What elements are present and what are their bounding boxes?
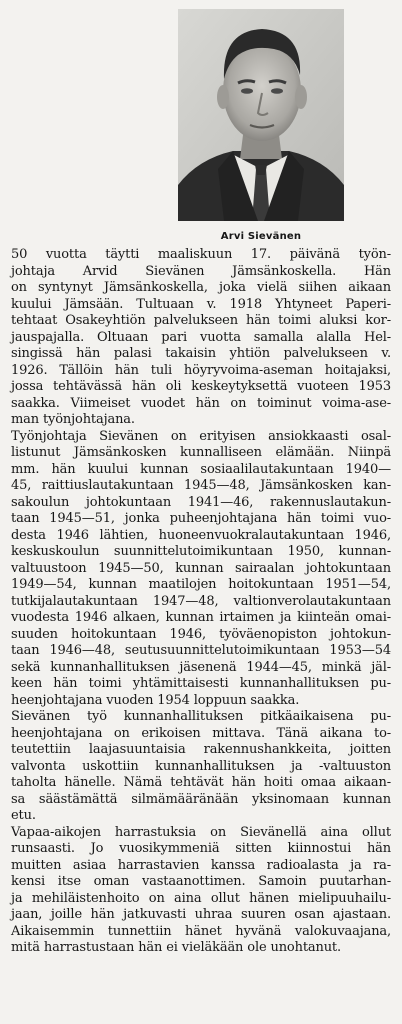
- text-line: singissä hän palasi takaisin yhtiön palvelukseen v.: [11, 346, 391, 361]
- text-line: johtaja Arvid Sievänen Jämsänkoskella. Hän: [11, 263, 391, 279]
- text-line: on syntynyt Jämsänkoskella, joka vielä siihen aikaan: [11, 280, 391, 295]
- text-line: vuodesta 1946 alkaen, kunnan irtaimen ja kiinteän omai-: [11, 610, 391, 625]
- text-line: heenjohtajana vuoden 1954 loppuun saakka.: [11, 692, 300, 708]
- photo-caption: Arvi Sievänen: [220, 231, 302, 242]
- text-line: etu.: [11, 808, 36, 823]
- text-line: tutkijalautakuntaan 1947—48, valtionverolautakuntaan: [11, 593, 391, 609]
- text-line: taan 1946—48, seutusuunnittelutoimikuntaan 1953—54: [11, 643, 391, 658]
- text-line: sa säästämättä silmämääränään yksinomaan kunnan: [11, 791, 391, 807]
- text-line: desta 1946 lähtien, huoneenvuokralautakuntaan 1946,: [11, 527, 391, 543]
- text-line: jaan, joille hän jatkuvasti uhraa suuren osan ajastaan.: [11, 907, 391, 922]
- text-line: runsaasti. Jo vuosikymmeniä sitten kiinnostui hän: [11, 841, 391, 856]
- paragraph-4: [11, 825, 391, 957]
- text-line: kensi itse oman vastaanottimen. Samoin puutarhan-: [11, 874, 391, 889]
- text-line: Aikaisemmin tunnettiin hänet hyvänä valokuvaajana,: [11, 923, 391, 939]
- text-line: Työnjohtaja Sievänen on erityisen ansiokkaasti osal-: [11, 428, 391, 444]
- text-line: sakoulun johtokuntaan 1941—46, rakennuslautakun-: [11, 494, 391, 510]
- text-line: taholta hänelle. Nämä tehtävät hän hoiti omaa aikaan-: [11, 775, 391, 790]
- text-line: listunut Jämsänkosken kunnalliseen elämään. Niinpä: [11, 445, 391, 460]
- portrait-photo: [178, 9, 344, 221]
- text-line: jauspajalla. Oltuaan pari vuotta samalla alalla Hel-: [11, 329, 391, 345]
- text-line: 45, raittiuslautakuntaan 1945—48, Jämsänkosken kan-: [11, 478, 391, 493]
- text-line: mm. hän kuului kunnan sosiaalilautakuntaan 1940—: [11, 461, 391, 477]
- text-line: sekä kunnanhallituksen jäsenenä 1944—45, minkä jäl-: [11, 659, 391, 675]
- text-line: jossa tehtävässä hän oli keskeytyksettä vuoteen 1953: [11, 379, 391, 394]
- text-line: ja mehiläistenhoito on aina ollut hänen mielipuuhailu-: [11, 890, 391, 906]
- text-line: taan 1945—51, jonka puheenjohtajana hän toimi vuo-: [11, 511, 391, 526]
- text-line: 1926. Tällöin hän tuli höyryvoima-aseman hoitajaksi,: [11, 362, 391, 378]
- text-line: 1949—54, kunnan maatilojen hoitokuntaan 1951—54,: [11, 577, 391, 592]
- text-line: mitä harrastustaan hän ei vieläkään ole unohtanut.: [11, 940, 341, 955]
- text-line: muitten asiaa harrastavien kanssa radioalasta ja ra-: [11, 857, 391, 873]
- text-line: valvonta uskottiin kunnanhallituksen ja -valtuuston: [11, 758, 391, 774]
- text-line: kuului Jämsään. Tultuaan v. 1918 Yhtyneet Paperi-: [11, 296, 391, 312]
- text-line: saakka. Viimeiset vuodet hän on toiminut voima-ase-: [11, 395, 391, 411]
- text-line: tehtaat Osakeyhtiön palvelukseen hän toimi aluksi kor-: [11, 313, 391, 328]
- text-line: teutettiin laajasuuntaisia rakennushankkeita, joitten: [11, 742, 391, 757]
- paragraph-3: [11, 709, 391, 825]
- text-line: keen hän toimi yhtämittaisesti kunnanhallituksen pu-: [11, 676, 391, 691]
- article-body: [11, 247, 391, 957]
- text-line: man työnjohtajana.: [11, 412, 135, 427]
- text-line: keskuskoulun suunnittelutoimikuntaan 1950, kunnan-: [11, 544, 391, 559]
- text-line: 50 vuotta täytti maaliskuun 17. päivänä työn-: [11, 247, 391, 262]
- text-line: heenjohtajana on erikoisen mittava. Tänä aikana to-: [11, 725, 391, 741]
- text-line: Vapaa-aikojen harrastuksia on Sievänellä aina ollut: [11, 824, 391, 840]
- text-line: suuden hoitokuntaan 1946, työväenopiston johtokun-: [11, 626, 391, 642]
- text-line: valtuustoon 1945—50, kunnan sairaalan johtokuntaan: [11, 560, 391, 576]
- paragraph-1: [11, 247, 391, 429]
- text-line: Sievänen työ kunnanhallituksen pitkäaikaisena pu-: [11, 709, 391, 724]
- paragraph-2: [11, 429, 391, 710]
- portrait-image: [178, 9, 344, 221]
